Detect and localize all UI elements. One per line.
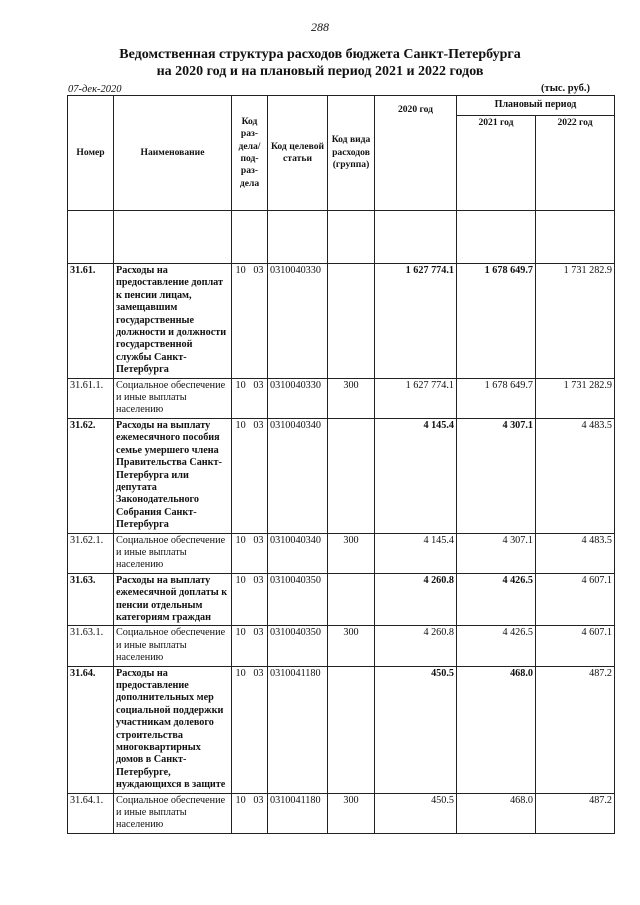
row-podrazdel: 03 <box>253 419 264 431</box>
header-target: Код целевой статьи <box>268 96 328 211</box>
row-number: 31.61.1. <box>68 378 114 418</box>
row-podrazdel: 03 <box>253 667 264 679</box>
title-line-2: на 2020 год и на плановый период 2021 и 2022 годов <box>156 64 484 79</box>
row-name: Социальное обеспечение и иные выплаты населению <box>114 378 232 418</box>
row-amount-2020: 450.5 <box>375 793 457 833</box>
document-date: 07-дек-2020 <box>68 84 122 95</box>
row-amount-2020: 1 627 774.1 <box>375 378 457 418</box>
row-target-code: 0310040350 <box>268 573 328 626</box>
row-amount-2021: 468.0 <box>457 793 536 833</box>
row-amount-2021: 4 307.1 <box>457 418 536 533</box>
row-section <box>232 264 268 379</box>
row-name: Социальное обеспечение и иные выплаты населению <box>114 793 232 833</box>
table-row <box>68 378 615 418</box>
row-amount-2022: 4 483.5 <box>536 418 615 533</box>
budget-table <box>67 95 615 834</box>
row-section <box>232 533 268 573</box>
row-podrazdel: 03 <box>253 794 264 806</box>
table-row <box>68 573 615 626</box>
row-name: Расходы на выплату ежемесячного пособия семье умершего члена Правительства Санкт-Петербурга или депутата Законодательного Собрания Санкт-Петербурга <box>114 418 232 533</box>
row-amount-2021: 1 678 649.7 <box>457 264 536 379</box>
row-amount-2022: 487.2 <box>536 666 615 793</box>
row-razdel: 10 <box>235 574 246 586</box>
header-name: Наименование <box>114 96 232 211</box>
row-target-code: 0310040340 <box>268 533 328 573</box>
row-target-code: 0310040340 <box>268 418 328 533</box>
row-amount-2020: 4 145.4 <box>375 533 457 573</box>
header-number: Номер <box>68 96 114 211</box>
header-2022: 2022 год <box>536 116 615 211</box>
row-razdel: 10 <box>235 794 246 806</box>
row-target-code: 0310040350 <box>268 626 328 666</box>
row-number: 31.64.1. <box>68 793 114 833</box>
row-number: 31.63.1. <box>68 626 114 666</box>
row-amount-2022: 487.2 <box>536 793 615 833</box>
row-amount-2020: 4 145.4 <box>375 418 457 533</box>
row-amount-2021: 4 426.5 <box>457 626 536 666</box>
row-podrazdel: 03 <box>253 574 264 586</box>
table-row <box>68 626 615 666</box>
units-label: (тыс. руб.) <box>541 83 590 94</box>
row-amount-2021: 468.0 <box>457 666 536 793</box>
header-2020: 2020 год <box>375 96 457 211</box>
row-type-code <box>328 573 375 626</box>
row-razdel: 10 <box>235 265 246 276</box>
header-2021: 2021 год <box>457 116 536 211</box>
row-name: Расходы на выплату ежемесячной доплаты к пенсии отдельным категориям граждан <box>114 573 232 626</box>
row-podrazdel: 03 <box>253 627 264 639</box>
row-section <box>232 666 268 793</box>
row-target-code: 0310041180 <box>268 666 328 793</box>
row-podrazdel: 03 <box>253 379 264 391</box>
row-amount-2021: 4 307.1 <box>457 533 536 573</box>
row-amount-2021: 4 426.5 <box>457 573 536 626</box>
header-planned: Плановый период <box>457 96 615 116</box>
page-number: 288 <box>311 20 329 34</box>
row-type-code: 300 <box>328 626 375 666</box>
header-section: Код раз-дела/ под-раз-дела <box>232 96 268 211</box>
row-amount-2022: 1 731 282.9 <box>536 378 615 418</box>
row-podrazdel: 03 <box>253 265 264 276</box>
row-type-code <box>328 666 375 793</box>
table-spacer-row <box>68 211 615 264</box>
row-section <box>232 378 268 418</box>
row-target-code: 0310040330 <box>268 264 328 379</box>
row-section <box>232 418 268 533</box>
row-razdel: 10 <box>235 534 246 546</box>
row-name: Социальное обеспечение и иные выплаты населению <box>114 533 232 573</box>
row-target-code: 0310040330 <box>268 378 328 418</box>
row-number: 31.64. <box>68 666 114 793</box>
row-name: Расходы на предоставление доплат к пенсии лицам, замещавшим государственные должности и должности государственной службы Санкт-Петербурга <box>114 264 232 379</box>
row-amount-2022: 1 731 282.9 <box>536 264 615 379</box>
row-name: Социальное обеспечение и иные выплаты населению <box>114 626 232 666</box>
row-type-code <box>328 418 375 533</box>
row-type-code: 300 <box>328 378 375 418</box>
row-section <box>232 573 268 626</box>
row-razdel: 10 <box>235 379 246 391</box>
table-row <box>68 264 615 379</box>
row-number: 31.62.1. <box>68 533 114 573</box>
row-amount-2021: 1 678 649.7 <box>457 378 536 418</box>
row-razdel: 10 <box>235 627 246 639</box>
row-podrazdel: 03 <box>253 534 264 546</box>
row-number: 31.63. <box>68 573 114 626</box>
row-section <box>232 626 268 666</box>
table-row <box>68 666 615 793</box>
row-section <box>232 793 268 833</box>
row-name: Расходы на предоставление дополнительных мер социальной поддержки участникам долевого строительства многоквартирных домов в Санкт-Петербурге, нуждающихся в защите <box>114 666 232 793</box>
row-number: 31.61. <box>68 264 114 379</box>
row-amount-2020: 1 627 774.1 <box>375 264 457 379</box>
row-type-code: 300 <box>328 793 375 833</box>
row-razdel: 10 <box>235 419 246 431</box>
row-type-code: 300 <box>328 533 375 573</box>
row-target-code: 0310041180 <box>268 793 328 833</box>
row-amount-2020: 450.5 <box>375 666 457 793</box>
row-amount-2022: 4 483.5 <box>536 533 615 573</box>
row-amount-2022: 4 607.1 <box>536 626 615 666</box>
table-row <box>68 418 615 533</box>
table-row <box>68 533 615 573</box>
document-title <box>0 46 640 80</box>
row-amount-2020: 4 260.8 <box>375 573 457 626</box>
row-type-code <box>328 264 375 379</box>
table-row <box>68 793 615 833</box>
row-number: 31.62. <box>68 418 114 533</box>
row-amount-2020: 4 260.8 <box>375 626 457 666</box>
row-amount-2022: 4 607.1 <box>536 573 615 626</box>
title-line-1: Ведомственная структура расходов бюджета Санкт-Петербурга <box>119 47 521 62</box>
row-razdel: 10 <box>235 667 246 679</box>
header-type: Код вида расходов (группа) <box>328 96 375 211</box>
